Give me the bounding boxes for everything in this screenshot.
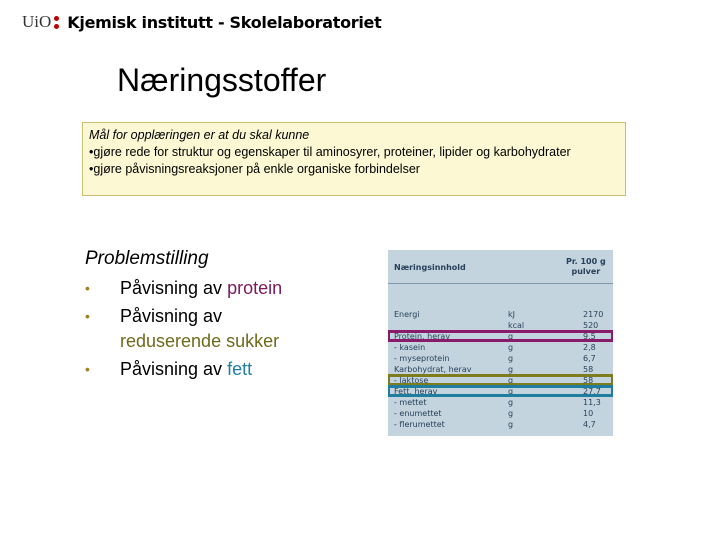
uio-logo: [22, 12, 59, 32]
row-unit: g: [508, 332, 514, 341]
row-unit: g: [508, 376, 514, 385]
bullet-icon: •: [85, 361, 90, 377]
row-name: - mettet: [394, 398, 427, 407]
page-title: Næringsstoffer: [117, 62, 327, 98]
problem-list: [85, 276, 282, 385]
bullet-prefix: Påvisning av: [120, 306, 223, 326]
protein-highlight: [388, 330, 613, 342]
bullet-prefix: Påvisning av: [120, 278, 228, 298]
keyword-protein: protein: [227, 278, 283, 298]
row-name: Protein, herav: [394, 332, 451, 341]
goal-item: •gjøre rede for struktur og egenskaper til aminosyrer, proteiner, lipider og karbohydrater: [89, 145, 571, 159]
row-unit: g: [508, 398, 514, 407]
table-row: [388, 420, 613, 431]
row-name: - enumettet: [394, 409, 442, 418]
row-name: - kasein: [394, 343, 426, 352]
row-unit: kcal: [508, 321, 525, 330]
fett-highlight: [388, 385, 613, 397]
row-name: Karbohydrat, herav: [394, 365, 472, 374]
row-value: 11,3: [583, 398, 601, 407]
table-row: [388, 398, 613, 409]
nutrition-column-header: [566, 257, 606, 277]
row-value: 2170: [583, 310, 604, 319]
logo-text: UiO: [22, 12, 52, 31]
row-value: 6,7: [583, 354, 596, 363]
row-value: 520: [583, 321, 599, 330]
bullet-icon: •: [85, 280, 90, 296]
row-value: 4,7: [583, 420, 596, 429]
row-name: - laktose: [394, 376, 429, 385]
bullet-prefix: Påvisning av: [120, 359, 228, 379]
table-row: [388, 354, 613, 365]
keyword-fett: fett: [227, 359, 253, 379]
column-header-line-2: pulver: [571, 267, 601, 276]
row-value: 58: [583, 376, 594, 385]
row-unit: g: [508, 343, 514, 352]
goals-intro: Mål for opplæringen er at du skal kunne: [89, 128, 310, 142]
list-item: [85, 357, 282, 382]
row-unit: g: [508, 354, 514, 363]
row-unit: g: [508, 387, 514, 396]
table-row: [388, 343, 613, 354]
row-unit: g: [508, 365, 514, 374]
row-name: - flerumettet: [394, 420, 445, 429]
row-unit: g: [508, 420, 514, 429]
row-name: Energi: [394, 310, 420, 319]
label-divider: [388, 283, 613, 284]
row-value: 2,8: [583, 343, 596, 352]
row-value: 27,7: [583, 387, 601, 396]
row-unit: kJ: [508, 310, 515, 319]
logo-dots-icon: [54, 16, 59, 29]
row-name: - myseprotein: [394, 354, 450, 363]
problem-heading: Problemstilling: [85, 248, 209, 269]
table-row: [388, 310, 613, 321]
row-unit: g: [508, 409, 514, 418]
learning-goals-box: [82, 122, 626, 196]
goal-item: •gjøre påvisningsreaksjoner på enkle organiske forbindelser: [89, 162, 420, 176]
row-name: Fett, herav: [394, 387, 438, 396]
table-row: [388, 409, 613, 420]
column-header-line-1: Pr. 100 g: [566, 257, 606, 266]
nutrition-label-photo: [388, 250, 613, 436]
row-value: 10: [583, 409, 594, 418]
nutrition-title: Næringsinnhold: [394, 263, 466, 272]
header: [22, 10, 381, 34]
keyword-sukker: reduserende sukker: [120, 331, 280, 351]
row-value: 58: [583, 365, 594, 374]
row-value: 9,5: [583, 332, 596, 341]
bullet-icon: •: [85, 308, 90, 324]
header-title: Kjemisk institutt - Skolelaboratoriet: [67, 12, 382, 32]
list-item: [85, 276, 282, 301]
list-item: [85, 304, 282, 354]
